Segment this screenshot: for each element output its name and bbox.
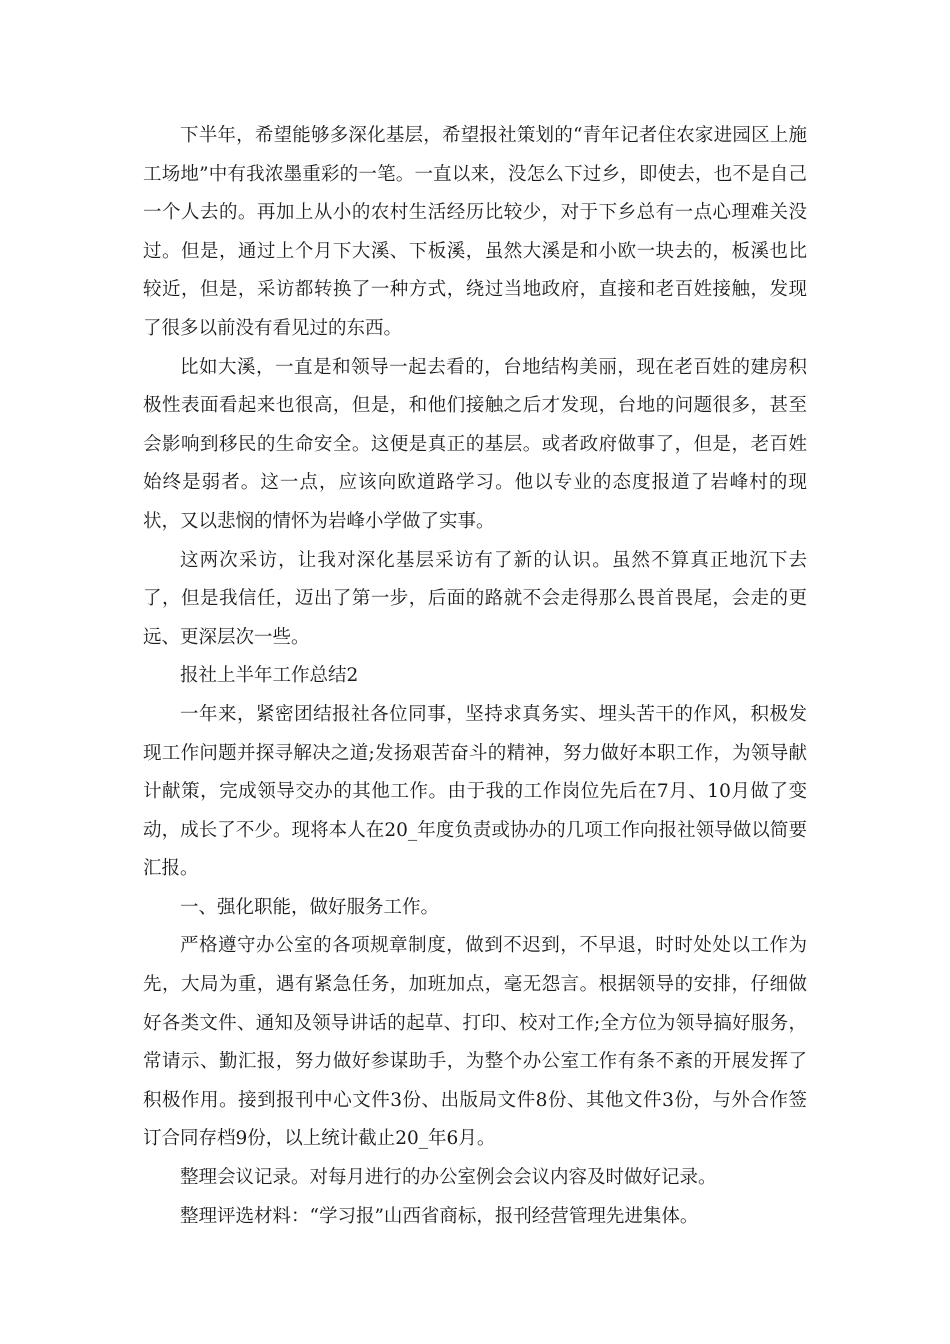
paragraph-office-rules: 严格遵守办公室的各项规章制度，做到不迟到，不早退，时时处处以工作为先，大局为重，遇有紧急任务，加班加点，毫无怨言。根据领导的安排，仔细做好各类文件、通知及领导讲话的起草、打印、校对工作;全方位为领导搞好服务，常请示、勤汇报，努力做好参谋助手，为整个办公室工作有条不紊的开展发挥了积极作用。接到报刊中心文件3份、出版局文件8份、其他文件3份，与外合作签订合同存档9份，以上统计截止20_年6月。: [143, 935, 807, 1150]
paragraph-meeting-records: 整理会议记录。对每月进行的办公室例会会议内容及时做好记录。: [180, 1167, 717, 1189]
paragraph-second-half-plan: 下半年，希望能够多深化基层，希望报社策划的“青年记者住农家进园区上施工场地”中有我浓墨重彩的一笔。一直以来，没怎么下过乡，即使去，也不是自己一个人去的。再加上从小的农村生活经历比较少，对于下乡总有一点心理难关没过。但是，通过上个月下大溪、下板溪，虽然大溪是和小欧一块去的，板溪也比较近，但是，采访都转换了一种方式，绕过当地政府，直接和老百姓接触，发现了很多以前没有看见过的东西。: [143, 125, 807, 339]
document-body: [143, 117, 807, 1236]
paragraph-year-overview: 一年来，紧密团结报社各位同事，坚持求真务实、埋头苦干的作风，积极发现工作问题并探寻解决之道;发扬艰苦奋斗的精神，努力做好本职工作，为领导献计献策，完成领导交办的其他工作。由于我的工作岗位先后在7月、10月做了变动，成长了不少。现将本人在20_年度负责或协办的几项工作向报社领导做以简要汇报。: [143, 703, 807, 880]
paragraph-interview-reflection: 这两次采访，让我对深化基层采访有了新的认识。虽然不算真正地沉下去了，但是我信任，迈出了第一步，后面的路就不会走得那么畏首畏尾，会走的更远、更深层次一些。: [143, 549, 807, 648]
paragraph-evaluation-materials: 整理评选材料：“学习报”山西省商标，报刊经营管理先进集体。: [180, 1205, 699, 1227]
paragraph-daxi-example: 比如大溪，一直是和领导一起去看的，台地结构美丽，现在老百姓的建房积极性表面看起来也很高，但是，和他们接触之后才发现，台地的问题很多，甚至会影响到移民的生命安全。这便是真正的基层。或者政府做事了，但是，老百姓始终是弱者。这一点，应该向欧道路学习。他以专业的态度报道了岩峰村的现状，又以悲悯的情怀为岩峰小学做了实事。: [143, 356, 807, 532]
section-heading-summary-2: 报社上半年工作总结2: [180, 665, 359, 687]
section-heading-strengthen-functions: 一、强化职能，做好服务工作。: [180, 896, 440, 918]
